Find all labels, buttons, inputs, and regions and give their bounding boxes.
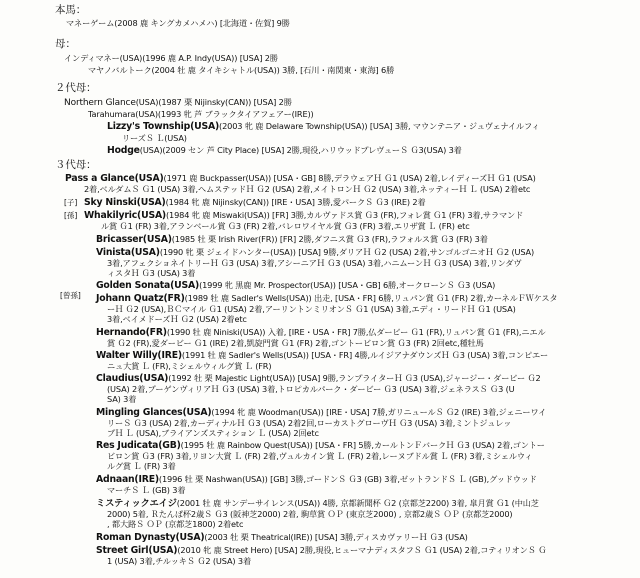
third-line-0 <box>65 173 536 184</box>
second-line-1: Tarahumara(USA)(1993 牝 芦 ブラックタイアフェアー(IRE)) <box>88 109 314 119</box>
third-line-16: ニュ大賞 Ｌ (FR),ミシェルウィルグ賞 Ｌ (FR) <box>107 361 272 371</box>
third-line-31 <box>96 532 468 543</box>
third-line-26 <box>96 474 537 485</box>
third-line-9-name: Golden Sonata(USA) <box>96 280 200 291</box>
third-line-5-text: (1985 牡 栗 Irish River(FR)) [FR] 2勝,ダフニス賞 Ｇ3 (FR),ラフォルス賞 Ｇ3 (FR) 3着 <box>171 234 488 244</box>
second-line-4 <box>107 145 462 156</box>
section-heading-dam: 母： <box>55 38 76 50</box>
third-line-27: マーチＳ Ｌ (GB) 3着 <box>107 485 186 495</box>
third-line-2-text: (1984 牝 鹿 Nijinsky(CAN)) [IRE・USA] 3勝,愛パークＳ Ｇ3 (IRE) 2着 <box>165 197 426 207</box>
tag-grandchild: [孫] <box>64 211 78 220</box>
third-line-28-text: (2001 牡 鹿 サンデーサイレンス(USA)) 4勝, 京都新聞杯 Ｇ2 (京都芝2200) 3着, 皐月賞 Ｇ1 (中山芝 <box>176 498 539 508</box>
third-line-9 <box>96 280 495 291</box>
dam-line-1: マヤノバルトーク(2004 牡 鹿 タイキシャトル(USA)) 3勝, [石川・南関東・東海] 6勝 <box>88 65 395 75</box>
third-line-10 <box>96 293 557 304</box>
third-line-14: 賞 Ｇ2 (FR),愛ダービー Ｇ1 (IRE) 2着,凱旋門賞 Ｇ1 (FR) 2着,ゴントービロン賞 Ｇ3 (FR) 2回etc,種牡馬 <box>107 338 484 348</box>
third-line-5-name: Bricasser(USA) <box>96 234 172 245</box>
third-line-32-name: Street Girl(USA) <box>96 545 178 556</box>
third-line-30: , 都大路Ｓ ＯＰ (京都芝1800) 2着etc <box>107 519 244 529</box>
third-line-1: 2着,ベルダムＳ Ｇ1 (USA) 3着,ヘムステッドＨ Ｇ2 (USA) 2着,メイトロンＨ Ｇ2 (USA) 3着,ネッティーＨ Ｌ (USA) 2着etc <box>84 184 531 194</box>
second-line-2-name: Lizzy's Township(USA) <box>107 121 220 132</box>
third-line-20-name: Mingling Glances(USA) <box>96 407 212 418</box>
section-heading-third: ３代母： <box>55 159 97 171</box>
second-line-2 <box>107 121 539 132</box>
third-line-8: ィスタＨ Ｇ3 (USA) 3着 <box>107 268 196 278</box>
self-line: マネーゲーム(2008 鹿 キングカメハメハ) [北海道・佐賀] 9勝 <box>66 18 290 28</box>
third-line-12: 3着,ベイメドーズＨ Ｇ2 (USA) 2着etc <box>107 314 247 324</box>
third-line-23-name: Res Judicata(GB) <box>96 440 181 451</box>
third-line-0-name: Pass a Glance(USA) <box>65 173 164 184</box>
third-line-24: ビロン賞 Ｇ3 (FR) 3着,リヨン大賞 Ｌ (FR) 2着,ヴュルカイン賞 Ｌ (FR) 2着,レーヌブドル賞 Ｌ (FR) 3着,ミシェルウィ <box>107 451 533 461</box>
third-line-15 <box>96 350 548 361</box>
third-line-10-text: (1989 牡 鹿 Sadler's Wells(USA)) 出走, [USA・FR] 6勝,リュパン賞 Ｇ1 (FR) 2着,カーネルＦＷケスタ <box>184 293 558 303</box>
third-line-20 <box>96 407 546 418</box>
third-line-33: 1 (USA) 3着,チルッキＳ Ｇ2 (USA) 3着 <box>107 556 252 566</box>
third-line-25: ルグ賞 Ｌ (FR) 3着 <box>107 461 176 471</box>
third-line-23-text: (1995 牡 鹿 Rainbow Quest(USA)) [USA・FR] 5勝,カールトンＦバークＨ Ｇ3 (USA) 2着,ゴントー <box>180 440 545 450</box>
third-line-6-name: Vinista(USA) <box>96 247 160 258</box>
third-line-23 <box>96 440 545 451</box>
second-line-2-text: (2003 牝 鹿 Delaware Township(USA)) [USA] 3勝, マウンテニア・ジュヴェナイルフィ <box>219 121 540 131</box>
third-line-26-text: (1996 牡 栗 Nashwan(USA)) [GB] 3勝,ゴードンＳ Ｇ3 (GB) 3着,ゼットランドＳ Ｌ (GB),グッドウッド <box>158 474 537 484</box>
second-line-0-name: Northern Glance <box>64 98 136 108</box>
third-line-31-text: (2003 牡 栗 Theatrical(IRE)) [USA] 3勝,ディスカヴァリーＨ Ｇ3 (USA) <box>204 532 468 542</box>
third-line-29: 2000) 5着, Ｒたんぱ杯2歳Ｓ Ｇ3 (阪神芝2000) 2着, 駒草賞 ＯＰ (東京芝2000) , 京都2歳Ｓ ＯＰ (京都芝2000) <box>107 509 513 519</box>
second-line-0 <box>64 97 292 108</box>
second-line-3: リーズＳ Ｌ(USA) <box>122 133 187 143</box>
third-line-17 <box>96 373 541 384</box>
dam-line-0: インディマネー(USA)(1996 鹿 A.P. Indy(USA)) [USA] 2勝 <box>64 53 278 63</box>
second-line-4-text: (USA)(2009 セン 芦 City Place) [USA] 2勝,現役,ハリウッドプレヴューＳ Ｇ3(USA) 3着 <box>139 145 462 155</box>
third-line-3 <box>84 210 523 221</box>
third-line-19: SA) 3着 <box>107 394 137 404</box>
third-line-3-name: Whakilyric(USA) <box>84 210 166 221</box>
third-line-2 <box>84 197 426 208</box>
third-line-13-text: (1990 牡 鹿 Niniski(USA)) 入着, [IRE・USA・FR] 7勝,仏ダービー Ｇ1 (FR),リュパン賞 Ｇ1 (FR),ニエル <box>166 327 546 337</box>
third-line-6-text: (1990 牝 栗 ジェイドハンター(USA)) [USA] 9勝,ダリアＨ Ｇ2 (USA) 2着,サンゴルゴニオＨ Ｇ2 (USA) <box>159 247 535 257</box>
third-line-31-name: Roman Dynasty(USA) <box>96 532 205 543</box>
third-line-28-name: ミスティックエイジ <box>96 498 177 509</box>
third-line-10-name: Johann Quatz(FR) <box>96 293 185 304</box>
third-line-32 <box>96 545 546 556</box>
third-line-18: (USA) 2着,プーゲンヴィリアＨ Ｇ3 (USA) 3着,トロピカルパーク・ダービー Ｇ3 (USA) 3着,ジェネラスＳ Ｇ3 (U <box>107 384 515 394</box>
second-line-4-name: Hodge <box>107 145 140 156</box>
third-line-4: ル賞 Ｇ1 (FR) 3着,アランベール賞 Ｇ3 (FR) 2着,バレロワイヤル賞 Ｇ3 (FR) 3着,エリザ賞 Ｌ (FR) etc <box>101 221 470 231</box>
third-line-32-text: (2010 牝 鹿 Street Hero) [USA] 2勝,現役,ヒューマナディスタフＳ Ｇ1 (USA) 2着,コティリオンＳ Ｇ <box>177 545 547 555</box>
third-line-2-name: Sky Ninski(USA) <box>84 197 166 208</box>
third-line-17-text: (1992 牡 栗 Majestic Light(USA)) [USA] 9勝,ランプライターＨ Ｇ3 (USA),ジャージー・ダービー Ｇ2 <box>168 373 541 383</box>
third-line-17-name: Claudius(USA) <box>96 373 169 384</box>
third-line-11: ーＨ Ｇ2 (USA),ＢＣマイル Ｇ1 (USA) 2着,アーリントンミリオンＳ Ｇ1 (USA) 3着,エディ・リードＨ Ｇ1 (USA) <box>107 304 516 314</box>
third-line-22: プＨ Ｌ (USA),ブライアンズスティション Ｌ (USA) 2回etc <box>107 428 319 438</box>
section-heading-second: ２代母： <box>55 82 97 94</box>
third-line-26-name: Adnaan(IRE) <box>96 474 159 485</box>
third-line-3-text: (1984 牝 鹿 Miswaki(USA)) [FR] 3勝,カルヴァドス賞 Ｇ3 (FR),フォレ賞 Ｇ1 (FR) 3着,サラマンド <box>165 210 524 220</box>
third-line-7: 3着,アフェクショネイトリーＨ Ｇ3 (USA) 3着,アシーニアＨ Ｇ3 (USA) 3着,ハニムーンＨ Ｇ3 (USA) 3着,リンダヴ <box>107 258 522 268</box>
third-line-9-text: (1999 牝 黒鹿 Mr. Prospector(USA)) [USA・GB] 6勝,オークローンＳ Ｇ3 (USA) <box>199 280 496 290</box>
section-heading-self: 本馬： <box>55 4 87 16</box>
third-line-15-text: (1991 牡 鹿 Sadler's Wells(USA)) [USA・FR] 4勝,ルイジアナダウンズＨ Ｇ3 (USA) 3着,コンピエー <box>181 350 549 360</box>
second-line-0-text: (USA)(1987 栗 Nijinsky(CAN)) [USA] 2勝 <box>135 97 292 107</box>
tag-great-grandchild: [曾孫] <box>60 291 81 300</box>
third-line-13-name: Hernando(FR) <box>96 327 167 338</box>
third-line-6 <box>96 247 534 258</box>
third-line-13 <box>96 327 546 338</box>
third-line-20-text: (1994 牝 鹿 Woodman(USA)) [IRE・USA] 7勝,ガリニュールＳ Ｇ2 (IRE) 3着,ジェニーワイ <box>211 407 547 417</box>
third-line-21: リーＳ Ｇ3 (USA) 2着,カーディナルＨ Ｇ3 (USA) 2着2回,ローカストグローヴＨ Ｇ3 (USA) 3着,ミントジュレッ <box>107 418 512 428</box>
third-line-5 <box>96 234 488 245</box>
third-line-15-name: Walter Willy(IRE) <box>96 350 182 361</box>
third-line-0-text: (1971 鹿 Buckpasser(USA)) [USA・GB] 8勝,デラウェアＨ Ｇ1 (USA) 2着,レイディーズＨ Ｇ1 (USA) <box>163 173 536 183</box>
tag-child: [子] <box>64 198 78 207</box>
third-line-28 <box>96 498 539 509</box>
